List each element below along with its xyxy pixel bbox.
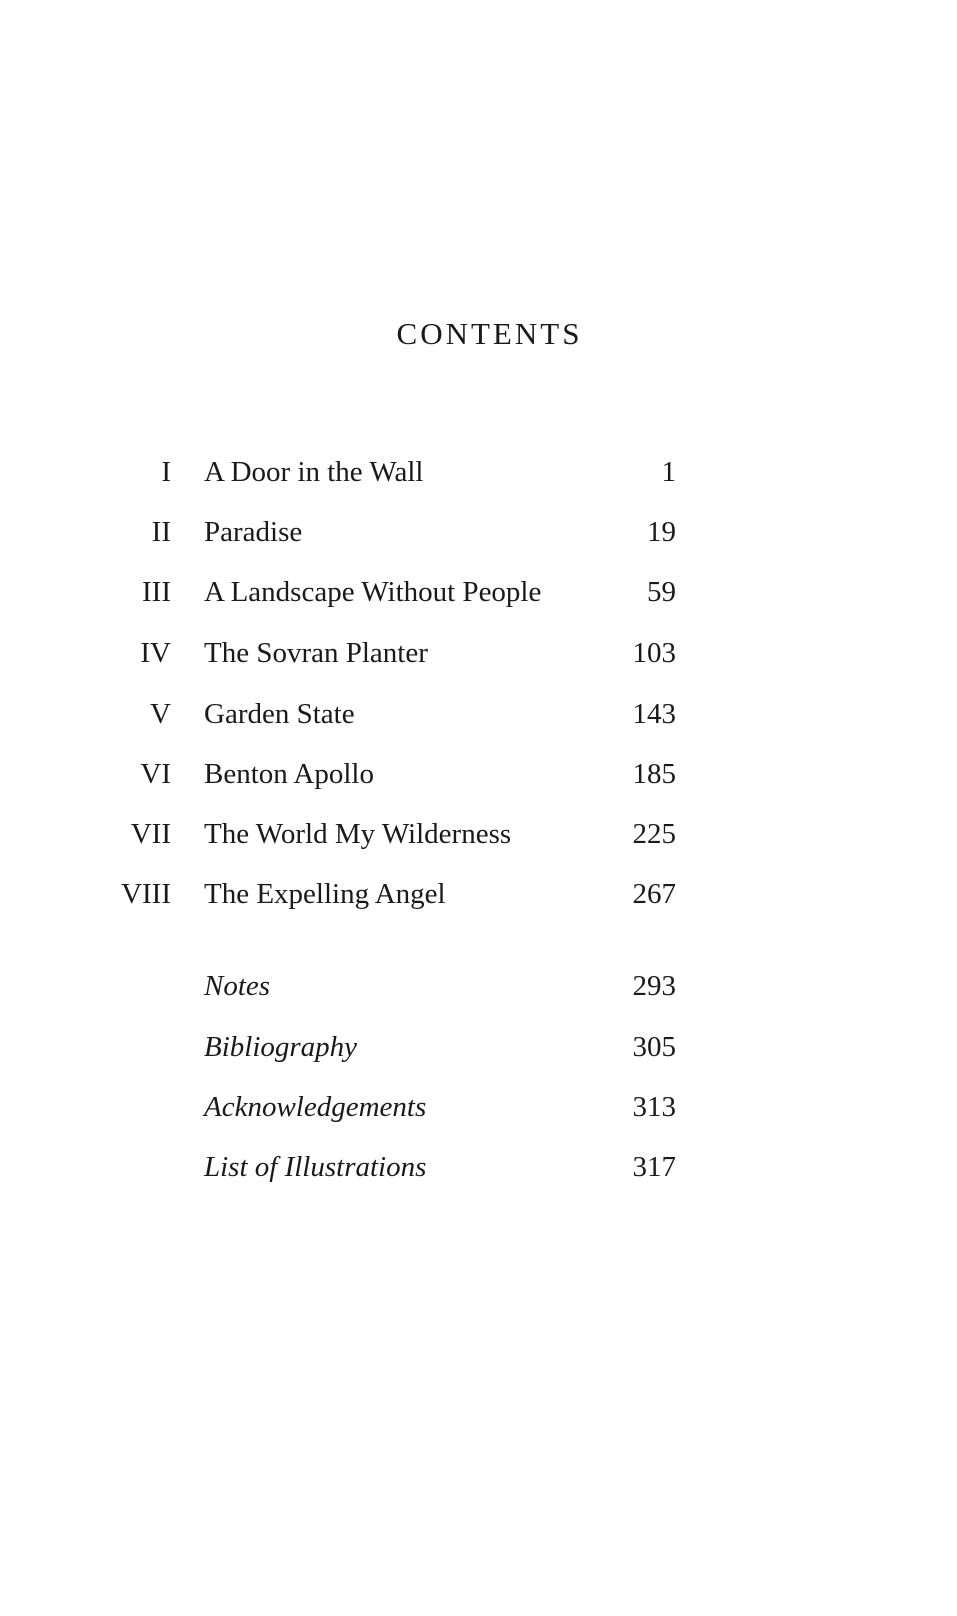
page-number: 305 xyxy=(632,1031,676,1063)
toc-row xyxy=(0,818,957,858)
back-matter-title: Acknowledgements xyxy=(204,1091,427,1123)
toc-row xyxy=(0,516,957,556)
chapter-numeral: II xyxy=(151,516,171,548)
page-number: 267 xyxy=(632,878,676,910)
page-number: 185 xyxy=(632,758,676,790)
toc-row xyxy=(0,576,957,616)
chapter-title: Benton Apollo xyxy=(204,758,374,790)
toc-row xyxy=(0,637,957,677)
chapter-numeral: III xyxy=(142,576,171,608)
chapter-title: The World My Wilderness xyxy=(204,818,512,850)
chapter-numeral: VI xyxy=(140,758,171,790)
chapter-numeral: VII xyxy=(130,818,171,850)
chapter-numeral: VIII xyxy=(121,878,171,910)
toc-row xyxy=(0,1151,957,1191)
back-matter-title: Notes xyxy=(204,970,271,1002)
page-number: 293 xyxy=(632,970,676,1002)
chapter-numeral: I xyxy=(161,456,171,488)
toc-row xyxy=(0,1031,957,1071)
chapter-title: Paradise xyxy=(204,516,303,548)
page-number: 19 xyxy=(647,516,676,548)
chapter-numeral: IV xyxy=(140,637,171,669)
page-number: 313 xyxy=(632,1091,676,1123)
chapter-title: A Door in the Wall xyxy=(204,456,424,488)
chapter-title: Garden State xyxy=(204,698,355,730)
page-number: 59 xyxy=(647,576,676,608)
contents-heading: CONTENTS xyxy=(396,316,583,351)
chapter-title: A Landscape Without People xyxy=(204,576,542,608)
page-number: 103 xyxy=(632,637,676,669)
back-matter-title: Bibliography xyxy=(204,1031,358,1063)
toc-row xyxy=(0,1091,957,1131)
page-number: 143 xyxy=(632,698,676,730)
page-number: 225 xyxy=(632,818,676,850)
back-matter-title: List of Illustrations xyxy=(204,1151,427,1183)
toc-row xyxy=(0,456,957,496)
toc-row xyxy=(0,970,957,1010)
toc-row xyxy=(0,698,957,738)
chapter-title: The Expelling Angel xyxy=(204,878,446,910)
toc-row xyxy=(0,878,957,918)
toc-row xyxy=(0,758,957,798)
chapter-title: The Sovran Planter xyxy=(204,637,428,669)
chapter-numeral: V xyxy=(150,698,171,730)
page-number: 317 xyxy=(632,1151,676,1183)
page-number: 1 xyxy=(661,456,676,488)
